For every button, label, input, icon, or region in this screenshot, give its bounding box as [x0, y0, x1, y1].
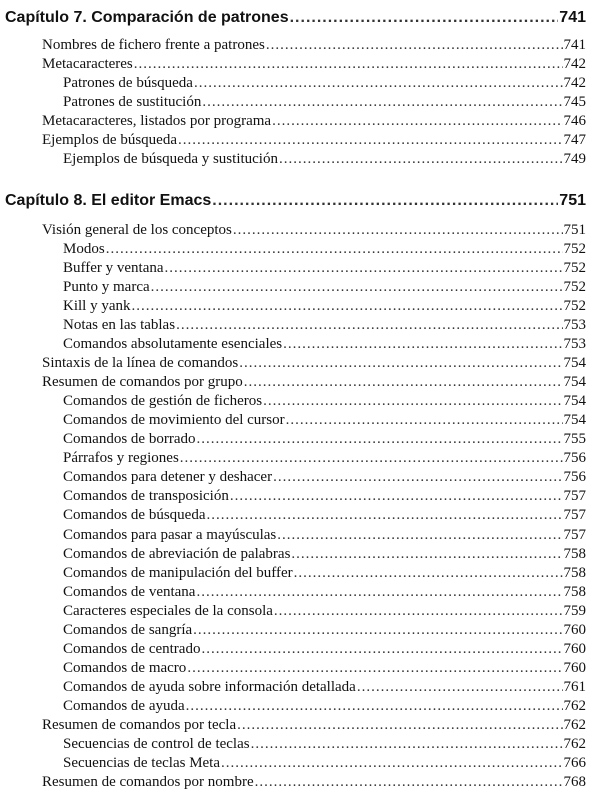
entry-title: Caracteres especiales de la consola: [63, 602, 273, 619]
page-number: 752: [563, 259, 586, 276]
dot-leader: [187, 659, 562, 678]
entry-title: Comandos de manipulación del buffer: [63, 564, 293, 581]
dot-leader: [291, 545, 562, 564]
page-number: 760: [563, 640, 586, 657]
toc-entry: [0, 316, 586, 335]
dot-leader: [237, 716, 562, 735]
page-number: 761: [563, 679, 586, 695]
dot-leader: [279, 150, 563, 169]
dot-leader: [151, 278, 563, 297]
dot-leader: [286, 411, 563, 430]
page-number: 754: [563, 412, 586, 429]
entry-title: Metacaracteres: [42, 55, 133, 72]
dot-leader: [202, 93, 562, 112]
toc-entry: [0, 112, 586, 131]
entry-title: Patrones de búsqueda: [63, 74, 193, 91]
toc-entry: [0, 430, 586, 449]
toc-entry: [0, 602, 586, 621]
entry-title: Secuencias de control de teclas: [63, 736, 250, 753]
page-number: 756: [563, 450, 586, 467]
toc-entry: [0, 449, 586, 468]
toc-entry: [0, 93, 586, 112]
dot-leader: [134, 55, 563, 74]
page-number: 741: [559, 9, 586, 26]
page-number: 747: [563, 131, 586, 148]
toc-entry: [0, 259, 586, 278]
entry-title: Comandos de ayuda sobre información detallada: [63, 679, 356, 695]
toc-entry: [0, 55, 586, 74]
toc-entry: [0, 564, 586, 583]
page-number: 749: [563, 150, 586, 167]
toc-entry: [0, 468, 586, 487]
entry-title: Modos: [63, 240, 105, 257]
dot-leader: [239, 354, 562, 373]
entry-title: Secuencias de teclas Meta: [63, 755, 221, 772]
dot-leader: [178, 131, 563, 150]
toc-entry: [0, 354, 586, 373]
page-number: 762: [563, 698, 586, 715]
page-number: 746: [563, 112, 586, 129]
entry-title: Párrafos y regiones: [63, 450, 179, 467]
dot-leader: [255, 773, 563, 792]
toc-entry: [0, 678, 586, 697]
page-number: 766: [563, 755, 586, 772]
toc-entry: [0, 773, 586, 792]
toc-entry: [0, 621, 586, 640]
dot-leader: [212, 191, 558, 211]
page-number: 745: [563, 93, 586, 110]
page-number: 759: [563, 602, 586, 619]
entry-title: Comandos de macro: [63, 659, 187, 676]
page-number: 752: [563, 278, 586, 295]
page-number: 751: [559, 192, 586, 209]
page-number: 742: [563, 55, 586, 72]
page-number: 757: [563, 526, 586, 543]
toc-entry: [0, 487, 586, 506]
entry-title: Nombres de fichero frente a patrones: [42, 36, 265, 53]
page-number: 768: [563, 774, 586, 791]
dot-leader: [357, 678, 563, 697]
dot-leader: [263, 392, 562, 411]
page-number: 760: [563, 621, 586, 638]
toc-entry: [0, 640, 586, 659]
page-number: 753: [563, 316, 586, 333]
page-number: 755: [563, 431, 586, 448]
entry-title: Comandos para pasar a mayúsculas: [63, 526, 277, 543]
entry-title: Comandos de borrado: [63, 431, 196, 448]
page-number: 754: [563, 374, 586, 390]
dot-leader: [233, 221, 563, 240]
dot-leader: [290, 8, 559, 28]
chapter-heading: [5, 8, 586, 28]
toc-entry: [0, 36, 586, 55]
toc-entry-list: [0, 36, 586, 169]
entry-title: Resumen de comandos por tecla: [42, 717, 237, 734]
entry-title: Comandos de gestión de ficheros: [63, 393, 263, 410]
page-number: 754: [563, 393, 586, 410]
dot-leader: [176, 316, 562, 335]
entry-title: Ejemplos de búsqueda y sustitución: [63, 150, 278, 167]
toc-entry: [0, 506, 586, 525]
toc-entry: [0, 278, 586, 297]
page-number: 758: [563, 564, 586, 581]
toc-entry: [0, 221, 586, 240]
toc-entry: [0, 150, 586, 169]
chapter-title: Capítulo 8. El editor Emacs: [5, 192, 212, 209]
toc-entry: [0, 373, 586, 392]
page-number: 742: [563, 74, 586, 91]
toc-entry: [0, 545, 586, 564]
dot-leader: [194, 74, 563, 93]
entry-title: Visión general de los conceptos: [42, 221, 232, 238]
toc-entry: [0, 74, 586, 93]
dot-leader: [272, 112, 562, 131]
entry-title: Patrones de sustitución: [63, 93, 202, 110]
page-number: 757: [563, 507, 586, 524]
toc-entry: [0, 697, 586, 716]
toc-entry: [0, 716, 586, 735]
dot-leader: [244, 373, 563, 392]
page-number: 753: [563, 335, 586, 352]
entry-title: Resumen de comandos por grupo: [42, 374, 243, 390]
entry-title: Comandos de movimiento del cursor: [63, 412, 285, 429]
dot-leader: [106, 240, 563, 259]
dot-leader: [193, 621, 562, 640]
chapter-title: Capítulo 7. Comparación de patrones: [5, 9, 289, 26]
entry-title: Comandos de ventana: [63, 583, 196, 600]
toc-entry: [0, 335, 586, 354]
toc-entry: [0, 392, 586, 411]
toc-entry: [0, 131, 586, 150]
page-number: 758: [563, 583, 586, 600]
entry-title: Comandos para detener y deshacer: [63, 469, 273, 486]
entry-title: Punto y marca: [63, 278, 150, 295]
toc-entry-list: [0, 221, 586, 793]
dot-leader: [294, 564, 563, 583]
entry-title: Buffer y ventana: [63, 259, 164, 276]
entry-title: Ejemplos de búsqueda: [42, 131, 177, 148]
dot-leader: [132, 297, 563, 316]
toc-entry: [0, 735, 586, 754]
page-number: 752: [563, 240, 586, 257]
entry-title: Notas en las tablas: [63, 316, 176, 333]
page-number: 762: [563, 717, 586, 734]
dot-leader: [274, 602, 563, 621]
entry-title: Sintaxis de la línea de comandos: [42, 354, 239, 371]
page-number: 752: [563, 297, 586, 314]
page-number: 760: [563, 659, 586, 676]
dot-leader: [277, 526, 562, 545]
toc-entry: [0, 583, 586, 602]
dot-leader: [221, 754, 562, 773]
dot-leader: [196, 430, 562, 449]
toc-entry: [0, 240, 586, 259]
entry-title: Resumen de comandos por nombre: [42, 774, 254, 791]
dot-leader: [186, 697, 563, 716]
toc-entry: [0, 297, 586, 316]
toc-entry: [0, 754, 586, 773]
dot-leader: [283, 335, 562, 354]
toc-entry: [0, 659, 586, 678]
page-number: 762: [563, 736, 586, 753]
dot-leader: [206, 506, 562, 525]
entry-title: Comandos de abreviación de palabras: [63, 545, 291, 562]
page-number: 758: [563, 545, 586, 562]
dot-leader: [266, 36, 563, 55]
entry-title: Comandos de transposición: [63, 488, 229, 505]
dot-leader: [273, 468, 562, 487]
dot-leader: [201, 640, 562, 659]
entry-title: Comandos absolutamente esenciales: [63, 335, 283, 352]
dot-leader: [251, 735, 563, 754]
chapter-heading: [5, 191, 586, 211]
entry-title: Kill y yank: [63, 297, 131, 314]
page-number: 751: [563, 221, 586, 238]
entry-title: Comandos de sangría: [63, 621, 193, 638]
entry-title: Metacaracteres, listados por programa: [42, 112, 272, 129]
entry-title: Comandos de búsqueda: [63, 507, 206, 524]
page-number: 754: [563, 354, 586, 371]
entry-title: Comandos de ayuda: [63, 698, 185, 715]
dot-leader: [180, 449, 563, 468]
toc-entry: [0, 411, 586, 430]
page-number: 756: [563, 469, 586, 486]
dot-leader: [165, 259, 563, 278]
page-number: 741: [563, 36, 586, 53]
dot-leader: [196, 583, 562, 602]
page-number: 757: [563, 488, 586, 505]
entry-title: Comandos de centrado: [63, 640, 201, 657]
toc-entry: [0, 526, 586, 545]
dot-leader: [230, 487, 563, 506]
